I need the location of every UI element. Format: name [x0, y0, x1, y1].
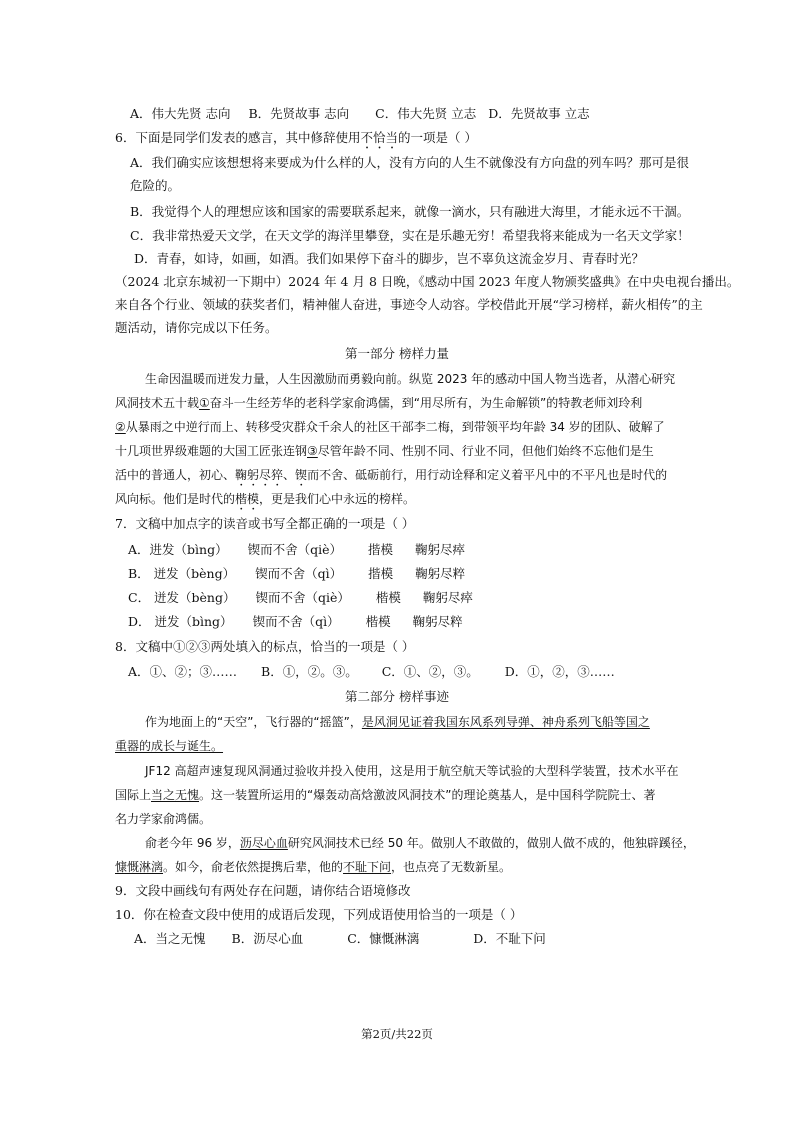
- q6-stem: 6．下面是同学们发表的感言，其中修辞使用不恰当的一项是（ ）: [115, 130, 477, 145]
- part1-line-3: ②从暴雨之中逆行而上、转移受灾群众千余人的社区干部李二梅，到带领平均年龄 34 岁的团队、破解了: [115, 420, 665, 434]
- q9-stem: 9．文段中画线句有两处存在问题，请你结合语境修改: [115, 883, 411, 898]
- part1-line-5: 活中的普通人，初心、鞠躬尽猝、锲而不舍、砥砺前行，用行动诠释和定义着平凡中的不平凡也是时代的: [115, 468, 668, 482]
- page-number: 第2页/共22页: [361, 1027, 433, 1041]
- q6-option-a-cont: 危险的。: [130, 178, 181, 193]
- intro-line-1: （2024 北京东城初一下期中）2024 年 4 月 8 日晚，《感动中国 2023 年度人物颁奖盛典》在中央电视台播出。: [115, 274, 740, 289]
- intro-line-2: 来自各个行业、领域的获奖者们，精神催人奋进，事迹令人动容。学校借此开展“学习榜样，薪火相传”的主: [115, 297, 703, 312]
- q8-option-c: C．①、②，③。: [381, 664, 479, 679]
- q6-option-d: D．青春，如诗，如画，如酒。我们如果停下奋斗的脚步，岂不辜负这流金岁月、青春时光？: [134, 251, 645, 266]
- q7-stem: 7．文稿中加点字的读音或书写全都正确的一项是（ ）: [115, 516, 415, 531]
- q5-option-c: C．伟大先贤 立志: [375, 106, 477, 121]
- q6-option-a: A．我们确实应该想想将来要成为什么样的人，没有方向的人生不就像没有方向盘的列车吗？那可是很: [130, 155, 690, 170]
- q5-option-a: A．伟大先贤 志向: [130, 106, 231, 121]
- underlined-sentence: 是风洞见证着我国东风系列导弹、神舟系列飞船等国之: [361, 715, 650, 729]
- q10-option-c: C．慷慨淋漓: [347, 931, 420, 946]
- q6-option-b: B．我觉得个人的理想应该和国家的需要联系起来，就像一滴水，只有融进大海里，才能永远不干涸。: [130, 204, 690, 219]
- q8-option-b: B．①，②。③。: [261, 664, 358, 679]
- q7-option-c: C． 迸发（bèng） 锲而不舍（qiè） 楷模 鞠躬尽瘁: [128, 590, 473, 605]
- idiom-2: 沥尽心血: [239, 836, 288, 850]
- idiom-1: 当之无愧: [151, 788, 200, 802]
- q8-options: [128, 664, 615, 680]
- part2-line-7: 慷慨淋漓。如今，俞老依然提携后辈，他的不耻下问，也点亮了无数新星。: [115, 860, 512, 874]
- q5-option-b: B．先贤故事 志向: [248, 106, 350, 121]
- part2-line-4: 国际上当之无愧。这一装置所运用的“爆轰动高焓激波风洞技术”的理论奠基人，是中国科学院院士、著: [115, 788, 656, 802]
- part1-title: 第一部分 榜样力量: [345, 346, 449, 361]
- q7-option-b: B． 迸发（bèng） 锲而不舍（qì） 揩模 鞠躬尽粹: [128, 566, 466, 581]
- part1-line-6: 风向标。他们是时代的楷模，更是我们心中永远的榜样。: [115, 492, 416, 506]
- q10-option-b: B．沥尽心血: [231, 931, 304, 946]
- q8-stem: 8．文稿中①②③两处填入的标点，恰当的一项是（ ）: [115, 639, 415, 654]
- q10-option-a: A．当之无愧: [134, 931, 206, 946]
- q6-emphasis: 不恰当: [360, 130, 398, 145]
- q8-option-a: A．①、②；③……: [128, 664, 238, 679]
- q8-option-d: D．①，②，③……: [504, 664, 615, 679]
- part2-line-2: 重器的成长与诞生。: [115, 739, 224, 753]
- idiom-4: 不耻下问: [343, 860, 392, 874]
- part2-line-1: 作为地面上的“天空”，飞行器的“摇篮”，是风洞见证着我国东风系列导弹、神舟系列飞船等国之: [145, 715, 650, 729]
- q10-stem: 10．你在检查文段中使用的成语后发现，下列成语使用恰当的一项是（ ）: [115, 907, 523, 922]
- intro-line-3: 题活动，请你完成以下任务。: [115, 320, 278, 335]
- part2-line-3: JF12 高超声速复现风洞通过验收并投入使用，这是用于航空航天等试验的大型科学装置，技术水平在: [145, 764, 679, 778]
- part2-title: 第二部分 榜样事迹: [345, 689, 449, 704]
- q5-option-d: D．先贤故事 立志: [488, 106, 590, 121]
- q5-options: [130, 106, 590, 122]
- blank-2: ②: [115, 420, 126, 434]
- blank-3: ③: [307, 444, 318, 458]
- part1-line-4: 十几项世界级难题的大国工匠张连钢③尽管年龄不同、性别不同、行业不同，但他们始终不忘他们是生: [115, 444, 654, 458]
- q7-option-a: A．进发（bìng） 锲而不舍（qiè） 揩模 鞠躬尽瘁: [128, 542, 466, 557]
- part2-line-5: 名力学家俞鸿儒。: [115, 812, 212, 826]
- part1-line-2: 风洞技术五十载①奋斗一生经芳华的老科学家俞鸿儒，到“用尽所有，为生命解锁”的特教老师刘玲利: [115, 396, 643, 410]
- part1-line-1: 生命因温暖而迸发力量，人生因激励而勇毅向前。纵览 2023 年的感动中国人物当选者，从潜心研究: [145, 372, 676, 386]
- q10-option-d: D．不耻下问: [473, 931, 546, 946]
- idiom-3: 慷慨淋漓: [115, 860, 164, 874]
- blank-1: ①: [199, 396, 210, 410]
- q7-option-d: D． 迸发（bìng） 锲而不舍（qì） 楷模 鞠躬尽粹: [128, 614, 463, 629]
- part2-line-6: 俞老今年 96 岁，沥尽心血研究风洞技术已经 50 年。做别人不敢做的，做别人做不成的，他独辟蹊径，: [145, 836, 695, 850]
- q10-options: [134, 931, 546, 947]
- q6-option-c: C．我非常热爱天文学，在天文学的海洋里攀登，实在是乐趣无穷！希望我将来能成为一名天文学家！: [130, 228, 690, 243]
